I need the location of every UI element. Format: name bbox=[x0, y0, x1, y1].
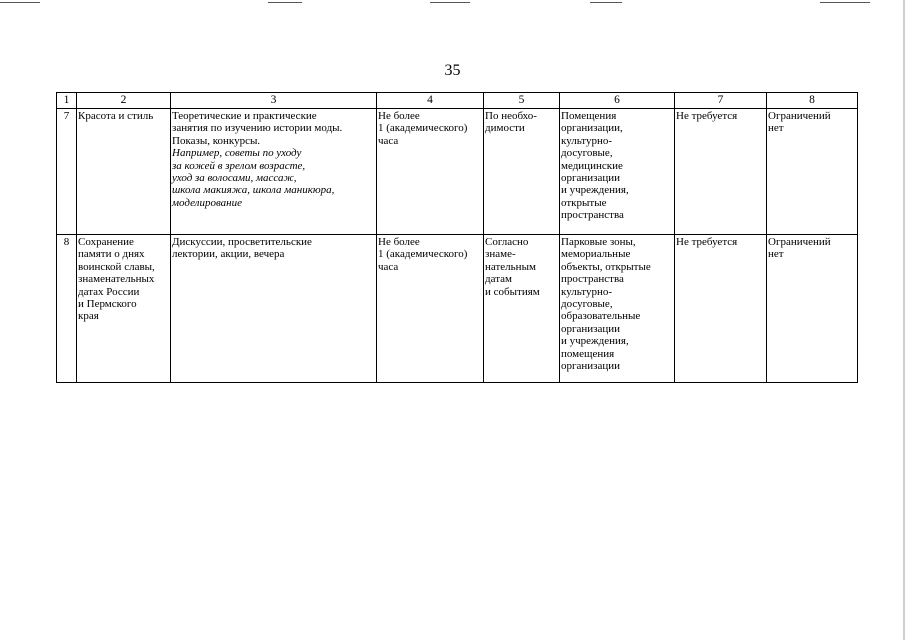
venue-line: организации bbox=[561, 322, 621, 335]
venue-line: объекты, открытые bbox=[561, 260, 651, 273]
column-number-2: 2 bbox=[77, 93, 171, 109]
content-example-line: Например, советы по уходу bbox=[172, 147, 302, 160]
activity-name-line: памяти о днях bbox=[78, 248, 145, 261]
activity-name-line: и Пермского bbox=[78, 298, 137, 311]
venue-line: открытые bbox=[561, 196, 607, 209]
content-line: занятия по изучению истории моды. bbox=[172, 122, 343, 135]
requirements-line: Не требуется bbox=[676, 236, 738, 248]
activity-name-cell bbox=[77, 109, 171, 235]
page-top-edge-marks bbox=[0, 0, 905, 6]
requirements-cell bbox=[675, 109, 767, 235]
table-row bbox=[57, 235, 858, 383]
content-example-line: уход за волосами, массаж, bbox=[172, 172, 297, 185]
requirements-cell bbox=[675, 235, 767, 383]
content-line: Дискуссии, просветительские bbox=[172, 236, 312, 248]
venue-line: и учреждения, bbox=[561, 335, 629, 348]
venue-line: и учреждения, bbox=[561, 184, 629, 197]
column-number-6: 6 bbox=[560, 93, 675, 109]
column-number-1: 1 bbox=[57, 93, 77, 109]
venue-line: организации bbox=[561, 172, 621, 185]
venue-line: организации, bbox=[561, 122, 623, 135]
activity-name-line: Красота и стиль bbox=[78, 110, 154, 122]
column-number-4: 4 bbox=[377, 93, 484, 109]
venue-line: пространства bbox=[561, 209, 624, 222]
column-number-5: 5 bbox=[484, 93, 560, 109]
activity-name-line: датах России bbox=[78, 285, 140, 298]
content-line: Показы, конкурсы. bbox=[172, 134, 261, 147]
duration-cell bbox=[377, 109, 484, 235]
restrictions-cell bbox=[767, 109, 858, 235]
venue-line: Помещения bbox=[561, 110, 617, 122]
activity-content-cell bbox=[171, 235, 377, 383]
row-number: 8 bbox=[57, 235, 77, 383]
duration-line: часа bbox=[378, 134, 399, 147]
activity-name-line: Сохранение bbox=[78, 236, 134, 248]
venue-line: досуговые, bbox=[561, 147, 613, 160]
duration-cell bbox=[377, 235, 484, 383]
activity-name-cell bbox=[77, 235, 171, 383]
duration-line: часа bbox=[378, 260, 399, 273]
frequency-cell bbox=[484, 235, 560, 383]
frequency-line: Согласно bbox=[485, 236, 529, 248]
venue-line: досуговые, bbox=[561, 298, 613, 311]
frequency-cell bbox=[484, 109, 560, 235]
column-number-3: 3 bbox=[171, 93, 377, 109]
frequency-line: знаме- bbox=[485, 248, 516, 261]
frequency-line: димости bbox=[485, 122, 525, 135]
frequency-line: По необхо- bbox=[485, 110, 537, 122]
venue-line: помещения bbox=[561, 347, 615, 360]
content-example-line: за кожей в зрелом возрасте, bbox=[172, 159, 306, 172]
venue-cell bbox=[560, 235, 675, 383]
venue-line: культурно- bbox=[561, 134, 613, 147]
content-example-line: моделирование bbox=[172, 196, 243, 209]
column-number-8: 8 bbox=[767, 93, 858, 109]
frequency-line: датам bbox=[485, 273, 512, 286]
row-number: 7 bbox=[57, 109, 77, 235]
page-number: 35 bbox=[444, 62, 461, 79]
activity-content-cell bbox=[171, 109, 377, 235]
duration-line: 1 (академического) bbox=[378, 248, 468, 261]
activity-name-line: знаменательных bbox=[78, 273, 155, 286]
venue-line: организации bbox=[561, 360, 621, 373]
restrictions-cell bbox=[767, 235, 858, 383]
venue-line: пространства bbox=[561, 273, 624, 286]
duration-line: Не более bbox=[378, 236, 420, 248]
venue-cell bbox=[560, 109, 675, 235]
venue-line: мемориальные bbox=[561, 248, 631, 261]
duration-line: 1 (академического) bbox=[378, 122, 468, 135]
activities-table bbox=[56, 92, 858, 383]
frequency-line: нательным bbox=[485, 260, 536, 273]
venue-line: медицинские bbox=[561, 159, 623, 172]
content-line: лектории, акции, вечера bbox=[172, 248, 285, 261]
activity-name-line: края bbox=[78, 310, 99, 323]
table-header-row bbox=[57, 93, 858, 109]
content-line: Теоретические и практические bbox=[172, 110, 317, 122]
requirements-line: Не требуется bbox=[676, 110, 738, 122]
column-number-7: 7 bbox=[675, 93, 767, 109]
restrictions-line: Ограничений bbox=[768, 236, 831, 248]
venue-line: культурно- bbox=[561, 285, 613, 298]
duration-line: Не более bbox=[378, 110, 420, 122]
activity-name-line: воинской славы, bbox=[78, 260, 155, 273]
table-row bbox=[57, 109, 858, 235]
restrictions-line: нет bbox=[768, 122, 784, 135]
venue-line: Парковые зоны, bbox=[561, 236, 636, 248]
restrictions-line: нет bbox=[768, 248, 784, 261]
frequency-line: и событиям bbox=[485, 285, 540, 298]
restrictions-line: Ограничений bbox=[768, 110, 831, 122]
content-example-line: школа макияжа, школа маникюра, bbox=[172, 184, 335, 197]
venue-line: образовательные bbox=[561, 310, 641, 323]
